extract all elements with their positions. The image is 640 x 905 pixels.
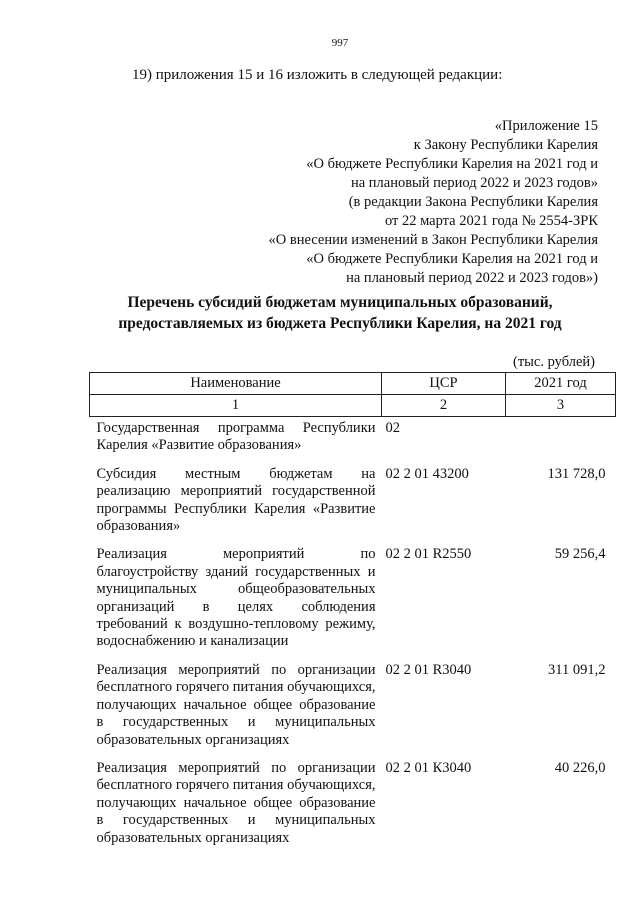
appendix-header-line: «О бюджете Республики Карелия на 2021 год и bbox=[306, 251, 598, 267]
appendix-header-line: к Закону Республики Карелия bbox=[413, 137, 598, 153]
table-row bbox=[90, 543, 616, 658]
column-number: 1 bbox=[90, 395, 382, 417]
column-number: 3 bbox=[506, 395, 616, 417]
row-name: Государственная программа Республики Карелия «Развитие образования» bbox=[96, 420, 376, 454]
appendix-header-line: «О бюджете Республики Карелия на 2021 год и bbox=[306, 156, 598, 172]
column-header-year: 2021 год bbox=[506, 373, 616, 395]
row-amount: 311 091,2 bbox=[548, 661, 606, 678]
row-name: Реализация мероприятий по организации бесплатного горячего питания обучающихся, получающих начальное общее образование в государственных и муниципальных образовательных организациях bbox=[96, 759, 376, 846]
appendix-header-line: от 22 марта 2021 года № 2554-ЗРК bbox=[384, 213, 598, 229]
document-title-line: Перечень субсидий бюджетам муниципальных образований, bbox=[127, 294, 553, 311]
row-amount: 59 256,4 bbox=[554, 546, 606, 563]
column-header-csr: ЦСР bbox=[382, 373, 506, 395]
units-label: (тыс. рублей) bbox=[513, 354, 595, 370]
row-amount: 131 728,0 bbox=[547, 465, 606, 482]
row-csr: 02 2 01 R2550 bbox=[385, 546, 472, 563]
table-row bbox=[90, 659, 616, 757]
document-title bbox=[40, 292, 640, 334]
row-csr: 02 2 01 43200 bbox=[385, 465, 469, 482]
row-csr: 02 bbox=[385, 420, 400, 436]
row-name: Субсидия местным бюджетам на реализацию мероприятий государственной программы Республики Карелия «Развитие образования» bbox=[96, 465, 376, 535]
column-header-name: Наименование bbox=[90, 373, 382, 395]
table-header-row bbox=[90, 373, 616, 395]
appendix-header-line: «О внесении изменений в Закон Республики Карелия bbox=[268, 232, 598, 248]
column-number-row bbox=[90, 395, 616, 417]
row-amount bbox=[506, 417, 616, 463]
row-name: Реализация мероприятий по организации бесплатного горячего питания обучающихся, получающих начальное общее образование в государственных и муниципальных образовательных организациях bbox=[96, 661, 376, 748]
table-row bbox=[90, 757, 616, 855]
appendix-header-line: (в редакции Закона Республики Карелия bbox=[348, 194, 598, 210]
appendix-header-line: на плановый период 2022 и 2023 годов» bbox=[350, 175, 598, 191]
table-row bbox=[90, 417, 616, 463]
subsidies-table bbox=[89, 372, 616, 855]
row-amount: 40 226,0 bbox=[554, 759, 606, 776]
appendix-header-line: на плановый период 2022 и 2023 годов») bbox=[346, 270, 598, 286]
table-row bbox=[90, 463, 616, 544]
row-name: Реализация мероприятий по благоустройству зданий государственных и муниципальных общеобразовательных организаций в целях соблюдения требований к воздушно-тепловому режиму, водоснабжению и канализации bbox=[96, 546, 376, 650]
row-csr: 02 2 01 R3040 bbox=[385, 661, 472, 678]
appendix-header-line: «Приложение 15 bbox=[494, 118, 598, 134]
column-number: 2 bbox=[382, 395, 506, 417]
appendix-header bbox=[269, 117, 598, 288]
row-csr: 02 2 01 К3040 bbox=[385, 759, 472, 776]
intro-text: 19) приложения 15 и 16 изложить в следующей редакции: bbox=[132, 67, 503, 83]
page-number: 997 bbox=[331, 37, 349, 49]
document-title-line: предоставляемых из бюджета Республики Карелия, на 2021 год bbox=[118, 315, 562, 332]
